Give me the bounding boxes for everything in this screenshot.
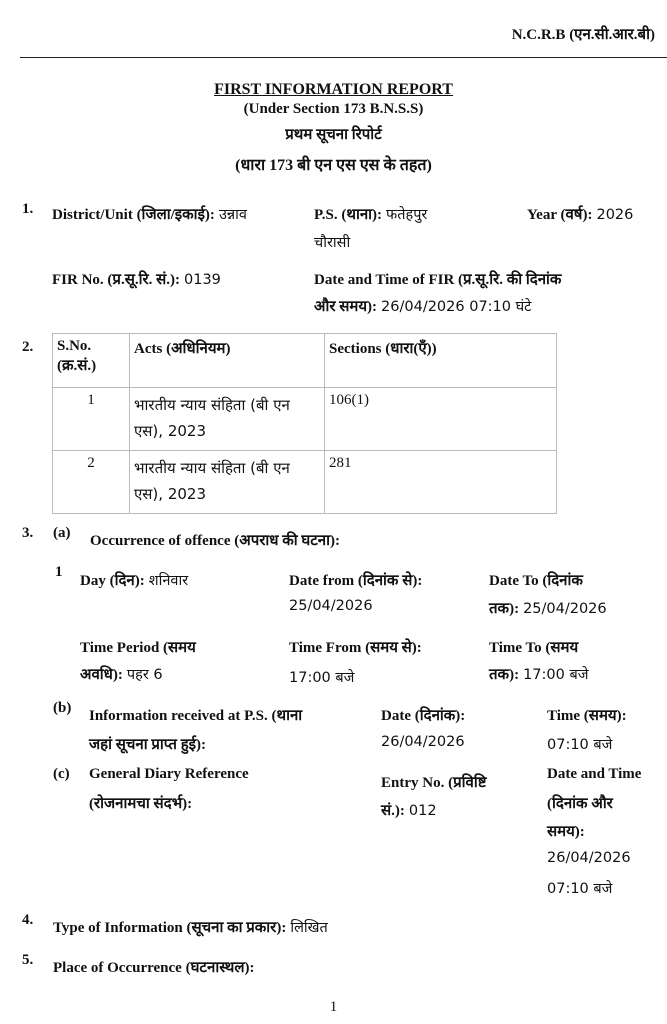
- diary-datetime-label-2: (दिनांक और: [547, 796, 613, 812]
- day-value: शनिवार: [148, 573, 189, 589]
- fir-datetime-field: [314, 296, 532, 316]
- time-to-field: [489, 664, 589, 684]
- fir-number-value: 0139: [184, 272, 221, 288]
- section-2-number: 2.: [22, 339, 34, 355]
- fir-datetime-label-2: और समय):: [314, 299, 378, 315]
- diary-datetime-label: Date and Time: [547, 766, 642, 782]
- row-act: भारतीय न्याय संहिता (बी एन एस), 2023: [130, 451, 325, 514]
- time-from-value: 17:00 बजे: [289, 670, 355, 686]
- time-period-field: [80, 664, 163, 684]
- district-value: उन्नाव: [218, 207, 247, 223]
- section-4-number: 4.: [22, 912, 34, 928]
- info-type-label: Type of Information (सूचना का प्रकार):: [53, 920, 287, 936]
- ps-field: [314, 204, 427, 224]
- entry-number-value: 012: [408, 803, 437, 819]
- info-received-label-2: जहां सूचना प्राप्त हुई):: [89, 737, 207, 753]
- row-sno: 2: [53, 451, 130, 514]
- year-label: Year (वर्ष):: [527, 207, 593, 223]
- table-row: [53, 388, 557, 451]
- entry-number-field: [381, 800, 437, 820]
- diary-datetime-label-3: समय):: [547, 824, 585, 840]
- date-to-field: [489, 598, 607, 618]
- agency-header: N.C.R.B (एन.सी.आर.बी): [511, 27, 655, 43]
- info-date-label: Date (दिनांक):: [381, 708, 466, 724]
- report-title-hi: प्रथम सूचना रिपोर्ट: [285, 127, 382, 143]
- info-type-value: लिखित: [290, 920, 328, 936]
- time-period-label: Time Period (समय: [80, 640, 196, 656]
- fir-datetime-value: 26/04/2026 07:10 घंटे: [381, 299, 532, 315]
- date-to-label-2: तक):: [489, 601, 520, 617]
- section-3b-marker: (b): [53, 700, 72, 716]
- entry-number-label: Entry No. (प्रविष्टि: [381, 775, 487, 791]
- time-period-label-2: अवधि):: [80, 667, 123, 683]
- row-section: 106(1): [325, 388, 557, 451]
- diary-reference-label: General Diary Reference: [89, 766, 249, 782]
- info-date-value: 26/04/2026: [381, 734, 465, 750]
- place-of-occurrence-label: Place of Occurrence (घटनास्थल):: [53, 960, 255, 976]
- info-received-label: Information received at P.S. (थाना: [89, 708, 303, 724]
- year-field: [527, 204, 633, 224]
- occurrence-row-number: 1: [55, 564, 63, 580]
- report-title: FIRST INFORMATION REPORT: [214, 81, 453, 98]
- district-label: District/Unit (जिला/इकाई):: [52, 207, 215, 223]
- report-section-hi: (धारा 173 बी एन एस एस के तहत): [235, 157, 432, 174]
- date-to-label: Date To (दिनांक: [489, 573, 583, 589]
- fir-datetime-label: Date and Time of FIR (प्र.सू.रि. की दिनांक: [314, 272, 562, 288]
- header-divider: [20, 57, 667, 58]
- day-field: [80, 570, 188, 590]
- page-number: 1: [329, 999, 338, 1015]
- section-5-number: 5.: [22, 952, 34, 968]
- acts-table-header: [53, 334, 557, 388]
- district-field: [52, 204, 247, 224]
- date-from-label: Date from (दिनांक से):: [289, 573, 423, 589]
- acts-table: [52, 333, 557, 514]
- fir-number-field: [52, 269, 221, 289]
- entry-number-label-2: सं.):: [381, 803, 405, 819]
- year-value: 2026: [596, 207, 634, 223]
- table-row: [53, 451, 557, 514]
- header-sno: S.No. (क्र.सं.): [53, 334, 130, 388]
- date-to-value: 25/04/2026: [523, 601, 607, 617]
- time-period-value: पहर 6: [126, 667, 163, 683]
- section-1-number: 1.: [22, 201, 34, 217]
- row-section: 281: [325, 451, 557, 514]
- time-to-label-2: तक):: [489, 667, 520, 683]
- header-sections: Sections (धारा(एँ)): [325, 334, 557, 388]
- report-section-en: (Under Section 173 B.N.S.S): [243, 101, 424, 117]
- fir-number-label: FIR No. (प्र.सू.रि. सं.):: [52, 272, 180, 288]
- time-to-label: Time To (समय: [489, 640, 579, 656]
- info-time-label: Time (समय):: [547, 708, 627, 724]
- info-time-value: 07:10 बजे: [547, 737, 613, 753]
- date-from-value: 25/04/2026: [289, 598, 373, 614]
- row-sno: 1: [53, 388, 130, 451]
- occurrence-title: Occurrence of offence (अपराध की घटना):: [90, 533, 340, 549]
- info-type-field: [53, 917, 328, 937]
- ps-label: P.S. (थाना):: [314, 207, 383, 223]
- day-label: Day (दिन):: [80, 573, 145, 589]
- header-acts: Acts (अधिनियम): [130, 334, 325, 388]
- diary-reference-label-2: (रोजनामचा संदर्भ):: [89, 796, 193, 812]
- time-to-value: 17:00 बजे: [523, 667, 589, 683]
- diary-date-value: 26/04/2026: [547, 850, 631, 866]
- section-3c-marker: (c): [53, 766, 70, 782]
- ps-value: फतेहपुर: [386, 207, 428, 223]
- row-act: भारतीय न्याय संहिता (बी एन एस), 2023: [130, 388, 325, 451]
- section-3-number: 3.: [22, 525, 34, 541]
- diary-time-value: 07:10 बजे: [547, 881, 613, 897]
- ps-value-line2: चौरासी: [314, 235, 351, 251]
- time-from-label: Time From (समय से):: [289, 640, 422, 656]
- section-3a-marker: (a): [53, 525, 71, 541]
